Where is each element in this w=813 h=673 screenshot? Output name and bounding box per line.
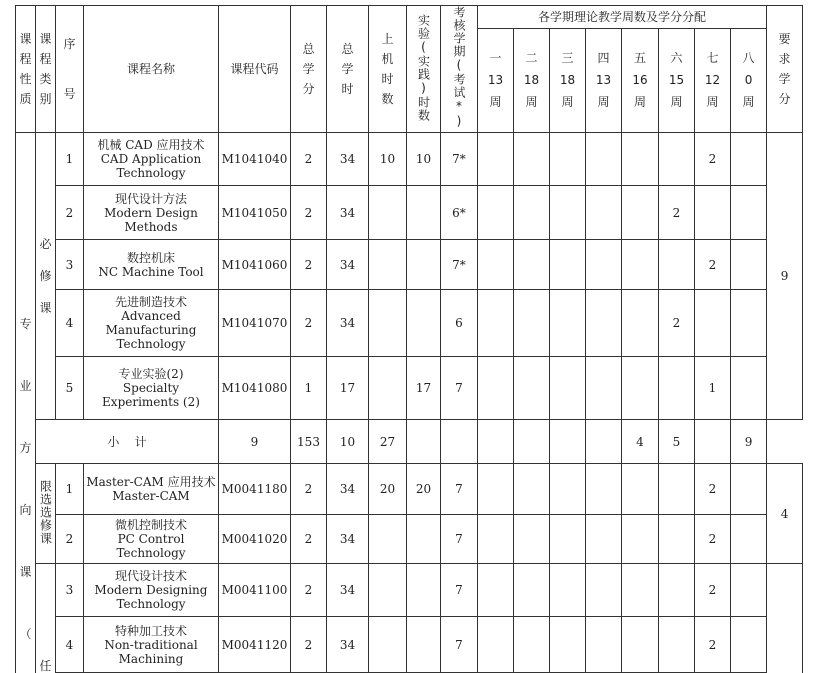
hours-cell: 34 [327,515,369,564]
seq-cell: 3 [56,564,84,617]
credits-cell: 2 [291,290,327,357]
table-row [16,617,803,673]
semester-6: 六 15 周 [659,28,695,132]
seq-cell: 4 [56,617,84,673]
course-code-cell: M1041040 [219,133,291,186]
lab-cell [407,240,441,290]
header-seq: 序 号 [56,6,84,133]
subtotal-lab: 27 [369,420,407,464]
credits-cell: 2 [291,133,327,186]
s6-cell [659,133,695,186]
credits-cell: 1 [291,357,327,420]
nature-cell: 专 业 方 向 课 （ [16,133,36,673]
s6-cell: 2 [659,186,695,240]
header-total-credits: 总 学 分 [291,6,327,133]
course-code-cell: M0041100 [219,564,291,617]
hours-cell: 34 [327,240,369,290]
header-required-credits: 要 求 学 分 [767,6,803,133]
header-nature: 课 程 性 质 [16,6,36,133]
curriculum-table [15,5,803,673]
credits-cell: 2 [291,617,327,673]
header-course-name: 课程名称 [84,6,219,133]
table-row [16,186,803,240]
subtotal-required: 9 [731,420,767,464]
subtotal-s6: 4 [622,420,659,464]
course-name-cell: 特种加工技术 Non-traditional Machining [84,617,219,673]
hours-cell: 34 [327,564,369,617]
exam-cell: 7 [441,357,478,420]
hours-cell: 34 [327,186,369,240]
limited-required-cell: 4 [767,464,803,564]
lab-cell [407,290,441,357]
s7-cell: 2 [695,133,731,186]
subtotal-s7: 5 [659,420,695,464]
computer-cell [369,240,407,290]
subtotal-credits: 9 [219,420,291,464]
semester-7: 七 12 周 [695,28,731,132]
course-name-cell: Master-CAM 应用技术 Master-CAM [84,464,219,515]
header-exam-semester: 考核学期(考试*) [441,6,478,133]
course-code-cell: M1041050 [219,186,291,240]
exam-cell: 7 [441,464,478,515]
seq-cell: 2 [56,515,84,564]
hours-cell: 34 [327,617,369,673]
header-course-code: 课程代码 [219,6,291,133]
table-row [16,133,803,186]
hours-cell: 34 [327,133,369,186]
semester-8: 八 0 周 [731,28,767,132]
computer-cell [369,186,407,240]
course-name-cell: 数控机床 NC Machine Tool [84,240,219,290]
course-code-cell: M0041020 [219,515,291,564]
course-name-cell: 机械 CAD 应用技术 CAD Application Technology [84,133,219,186]
subtotal-row [16,420,803,464]
credits-cell: 2 [291,515,327,564]
seq-cell: 5 [56,357,84,420]
category-limited: 限选选修课 [36,464,56,564]
computer-cell [369,357,407,420]
s7-cell: 2 [695,464,731,515]
credits-cell: 2 [291,186,327,240]
computer-cell: 10 [369,133,407,186]
s7-cell: 2 [695,515,731,564]
semester-1: 一 13 周 [478,28,514,132]
seq-cell: 1 [56,133,84,186]
s6-cell [659,357,695,420]
semester-5: 五 16 周 [622,28,659,132]
course-name-cell: 专业实验(2) Specialty Experiments (2) [84,357,219,420]
hours-cell: 17 [327,357,369,420]
subtotal-label: 小 计 [36,420,219,464]
lab-cell: 10 [407,133,441,186]
lab-cell: 20 [407,464,441,515]
hours-cell: 34 [327,464,369,515]
s6-cell [659,240,695,290]
course-code-cell: M1041060 [219,240,291,290]
category-optional: 任 [36,564,56,673]
exam-cell: 6* [441,186,478,240]
s7-cell [695,186,731,240]
semester-3: 三 18 周 [550,28,586,132]
credits-cell: 2 [291,240,327,290]
s6-cell: 2 [659,290,695,357]
computer-cell [369,290,407,357]
course-code-cell: M0041120 [219,617,291,673]
seq-cell: 4 [56,290,84,357]
subtotal-computer: 10 [327,420,369,464]
header-lab-hours: 实验(实践)时数 [407,6,441,133]
s7-cell: 1 [695,357,731,420]
lab-cell: 17 [407,357,441,420]
table-row [16,464,803,515]
semester-2: 二 18 周 [514,28,550,132]
course-name-cell: 微机控制技术 PC Control Technology [84,515,219,564]
lab-cell [407,515,441,564]
hours-cell: 34 [327,290,369,357]
exam-cell: 6 [441,290,478,357]
seq-cell: 1 [56,464,84,515]
s7-cell: 2 [695,617,731,673]
subtotal-hours: 153 [291,420,327,464]
credits-cell: 2 [291,464,327,515]
required-credit-cell: 9 [767,133,803,420]
s7-cell [695,290,731,357]
header-computer-hours: 上 机 时 数 [369,6,407,133]
credits-cell: 2 [291,564,327,617]
course-name-cell: 现代设计方法 Modern Design Methods [84,186,219,240]
exam-cell: 7 [441,515,478,564]
s7-cell: 2 [695,564,731,617]
table-row [16,240,803,290]
course-code-cell: M1041070 [219,290,291,357]
course-name-cell: 现代设计技术 Modern Designing Technology [84,564,219,617]
course-code-cell: M1041080 [219,357,291,420]
table-row [16,357,803,420]
table-row [16,564,803,617]
table-row [16,515,803,564]
seq-cell: 3 [56,240,84,290]
exam-cell: 7 [441,564,478,617]
exam-cell: 7* [441,133,478,186]
computer-cell [369,515,407,564]
course-code-cell: M0041180 [219,464,291,515]
header-total-hours: 总 学 时 [327,6,369,133]
table-row [16,290,803,357]
s7-cell: 2 [695,240,731,290]
lab-cell [407,186,441,240]
header-category: 课 程 类 别 [36,6,56,133]
seq-cell: 2 [56,186,84,240]
semester-4: 四 13 周 [586,28,622,132]
category-required: 必 修 课 [36,133,56,420]
course-name-cell: 先进制造技术 Advanced Manufacturing Technology [84,290,219,357]
header-semester-group: 各学期理论教学周数及学分分配 [478,6,767,29]
exam-cell: 7 [441,617,478,673]
computer-cell: 20 [369,464,407,515]
exam-cell: 7* [441,240,478,290]
